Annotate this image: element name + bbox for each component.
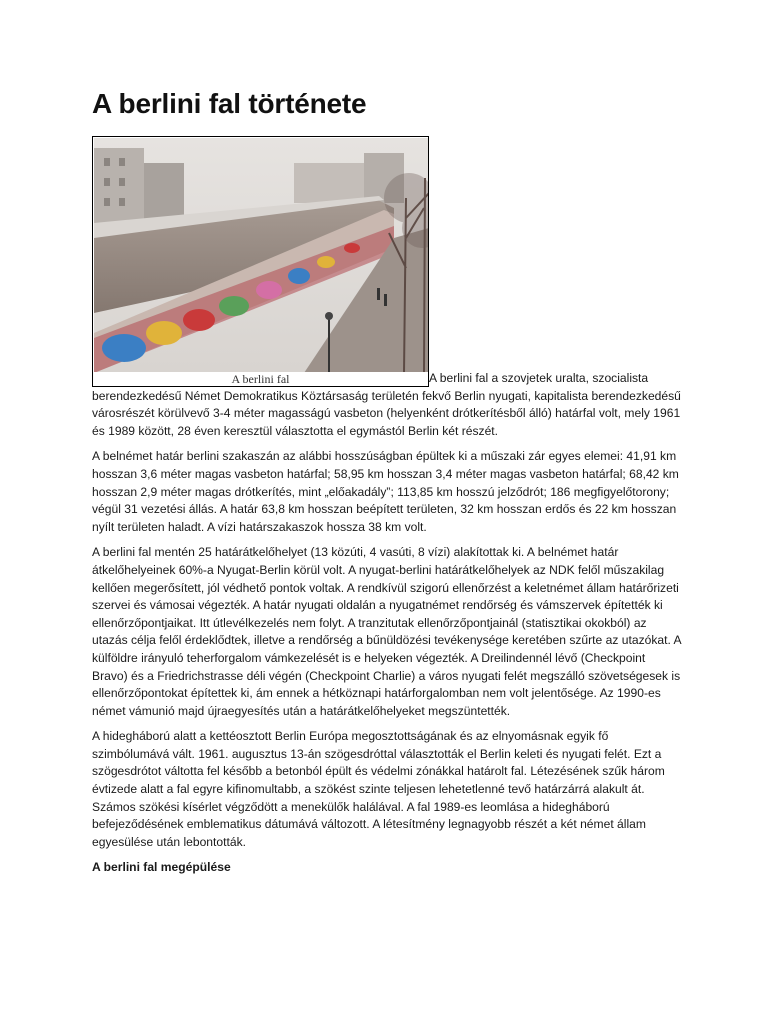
berlin-wall-illustration [94,138,429,373]
paragraph-intro: A berlini fal a szovjetek uralta, szocialista berendezkedésű Német Demokratikus Köztársaság területén fekvő Berlin nyugati, kapitalista berendezkedésű városrészét körülvevő 3-4 méter magasságú vasbeton (helyenként drótkerítésből álló) határfal volt, mely 1961 és 1989 között, 28 éven keresztül választotta el egymástól Berlin két részét. [92,371,681,438]
image-caption: A berlini fal [93,372,428,386]
paragraph-cold-war: A hidegháború alatt a kettéosztott Berlin Európa megosztottságának és az elnyomásnak egyik fő szimbólumává vált. 1961. augusztus 13-án szögesdróttal választották el Berlin keleti és nyugati felét. Ezt a szögesdrótot váltotta fel később a betonból épült és védelmi zónákkal határolt fal. Létezésének szűk három évtizede alatt a fal egyre kifinomultabb, a szökést szinte teljesen lehetetlenné tevő határzárrá alakult át. Számos szökési kísérlet végződött a menekülők halálával. A fal 1989-es leomlása a hidegháború befejeződésének emblematikus dátumává változott. A létesítmény legnagyobb részét a két német állam egyesülése után lebontották. [92,729,665,849]
paragraph-crossings: A berlini fal mentén 25 határátkelőhelyet (13 közúti, 4 vasúti, 8 vízi) alakítottak ki. A belnémet határ átkelőhelyeinek 60%-a Nyugat-Berlin körül volt. A nyugat-berlini határátkelőhelyek az NDK felől műszakilag kellően megerősített, jól védhető pontok voltak. A rendkívül szigorú ellenőrzést a keletnémet állam határőrizeti szervei és vámosai végezték. A határ nyugati oldalán a nyugatnémet rendőrség és vámszervek építették ki ellenőrzőpontjaikat. Itt útlevélkezelés nem folyt. A tranzitutak ellenőrzőpontjainál (statisztikai okokból) az utazás célja felől érdeklődtek, illetve a rendőrség a bűnüldözési tevékenysége keretében szűrte az utazókat. A külföldre irányuló teherforgalom vámkezelését is e helyeken végezték. A Dreilindennél lévő (Checkpoint Bravo) és a Friedrichstrasse déli végén (Checkpoint Charlie) a város nyugati felét megszálló szövetségesek is ellenőrzőpontokat építettek ki, ám ennek a hétköznapi határforgalomban nem volt jelentősége. Az 1990-es német vámunió majd újraegyesítés után a határátkelőhelyeket megszüntették. [92,545,681,718]
page-title: A berlini fal története [92,88,367,119]
section-heading: A berlini fal megépülése [92,860,231,875]
document-body [92,136,682,877]
paragraph-border-elements: A belnémet határ berlini szakaszán az alábbi hosszúságban épültek ki a műszaki zár egyes elemei: 41,91 km hosszan 3,6 méter magas vasbeton határfal; 58,95 km hosszan 3,4 méter magas vasbeton határfal; 68,42 km hosszan 2,9 méter magas drótkerítés, mint „előakadály”; 113,85 km hosszú jelződrót; 186 megfigyelőtorony; végül 31 vezetési állás. A határ 63,8 km hosszan beépített területen, 32 km hosszan erdős és 22 km hosszan nyílt területen haladt. A vízi határszakaszok hossza 38 km volt. [92,449,679,534]
berlin-wall-photo [92,136,429,387]
